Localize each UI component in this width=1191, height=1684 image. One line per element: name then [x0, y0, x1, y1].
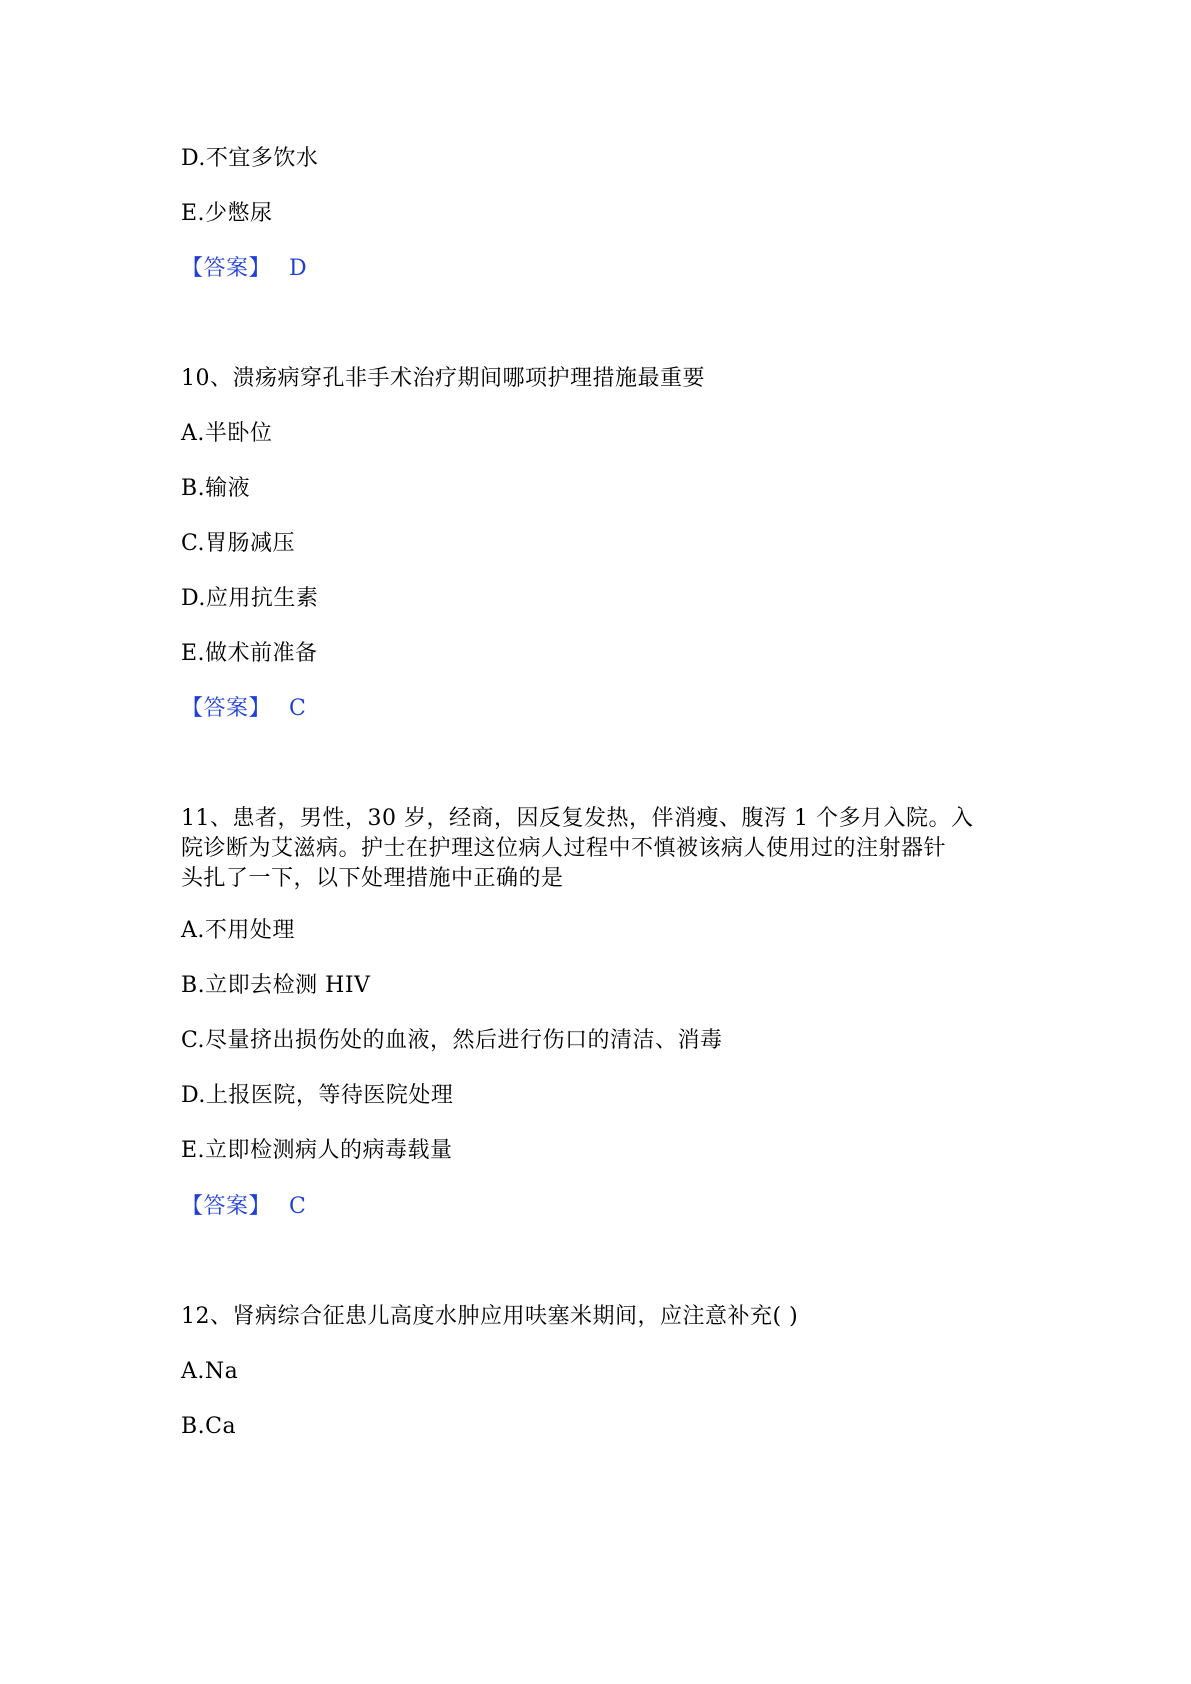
answer-label: 【答案】 — [181, 1194, 272, 1219]
option-a: A.不用处理 — [181, 918, 295, 943]
option-a: A.半卧位 — [181, 421, 273, 446]
answer-label: 【答案】 — [181, 696, 272, 721]
option-e: E.立即检测病人的病毒载量 — [181, 1138, 453, 1163]
question-11-line-3: 头扎了一下，以下处理措施中正确的是 — [181, 866, 564, 891]
question-12: 12、肾病综合征患儿高度水肿应用呋塞米期间，应注意补充( ) — [181, 1304, 799, 1329]
question-11-line-2: 院诊断为艾滋病。护士在护理这位病人过程中不慎被该病人使用过的注射器针 — [181, 836, 947, 861]
answer-line — [181, 254, 307, 284]
answer-line — [181, 694, 306, 724]
answer-value: C — [289, 696, 307, 721]
answer-label: 【答案】 — [181, 256, 272, 281]
answer-value: C — [289, 1194, 307, 1219]
answer-line — [181, 1192, 306, 1222]
option-b: B.Ca — [181, 1414, 237, 1439]
option-a: A.Na — [181, 1359, 239, 1384]
question-10: 10、溃疡病穿孔非手术治疗期间哪项护理措施最重要 — [181, 366, 705, 391]
question-11-line-1: 11、患者，男性，30 岁，经商，因反复发热，伴消瘦、腹泻 1 个多月入院。入 — [181, 806, 974, 831]
option-b: B.输液 — [181, 476, 251, 501]
option-d: D.上报医院，等待医院处理 — [181, 1083, 454, 1108]
option-c: C.尽量挤出损伤处的血液，然后进行伤口的清洁、消毒 — [181, 1028, 723, 1053]
option-c: C.胃肠减压 — [181, 531, 296, 556]
answer-value: D — [289, 256, 308, 281]
option-e: E.少憋尿 — [181, 201, 273, 226]
option-e: E.做术前准备 — [181, 641, 318, 666]
option-d: D.应用抗生素 — [181, 586, 319, 611]
option-b: B.立即去检测 HIV — [181, 973, 371, 998]
option-d: D.不宜多饮水 — [181, 146, 319, 171]
